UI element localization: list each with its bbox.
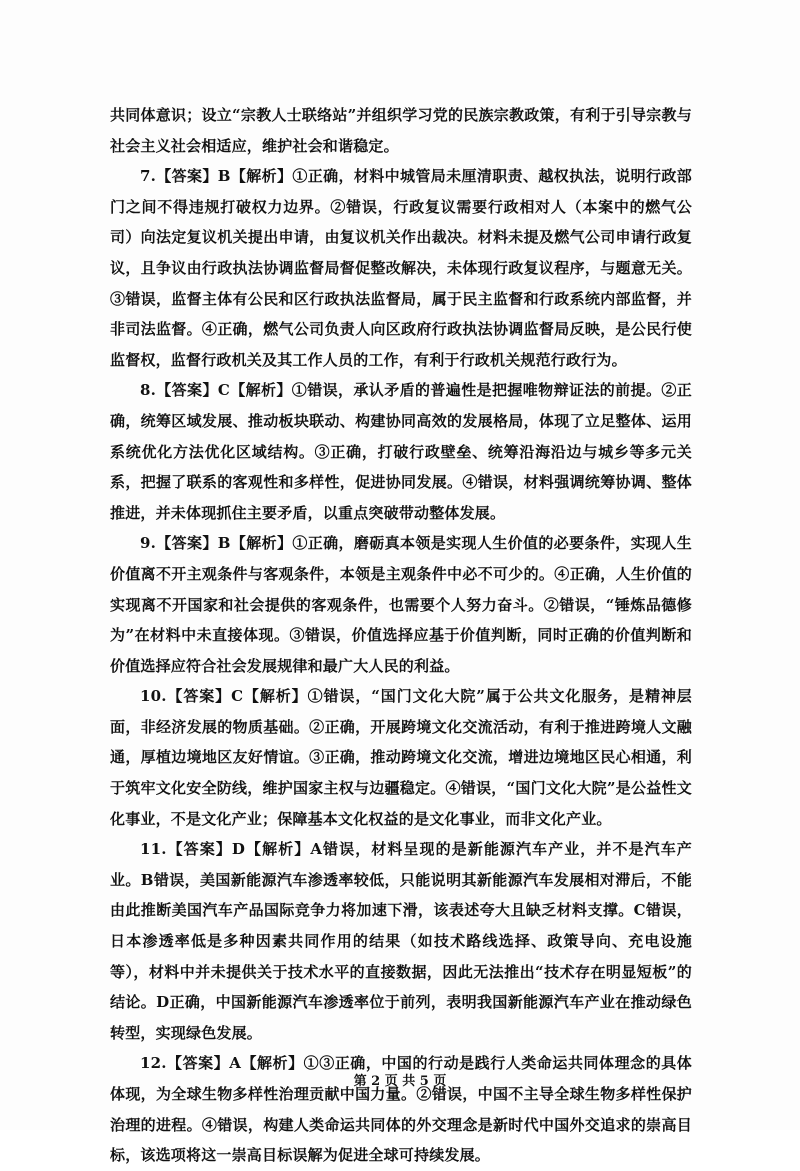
answer-tag: 【答案】C: [156, 381, 230, 400]
page-number-label: 第 2 页 共 5 页: [353, 1074, 447, 1089]
paragraph-text: A错误，材料呈现的是新能源汽车产业，并不是汽车产业。B错误，美国新能源汽车渗透率较低，只能说明其新能源汽车发展相对滞后，不能由此推断美国汽车产品国际竞争力将加速下滑，该表述夸大且缺乏材料支撑。C错误，日本渗透率低是多种因素共同作用的结果（如技术路线选择、政策导向、充电设施等），材料中并未提供关于技术水平的直接数据，因此无法推出“技术存在明显短板”的结论。D正确，中国新能源汽车渗透率位于前列，表明我国新能源汽车产业在推动绿色转型，实现绿色发展。: [110, 840, 692, 1042]
question-12-analysis: [110, 1048, 692, 1170]
analysis-tag: 【解析】: [245, 840, 311, 859]
paragraph-text: 共同体意识；设立“宗教人士联络站”并组织学习党的民族宗教政策，有利于引导宗教与社会主义社会相适应，维护社会和谐稳定。: [110, 106, 692, 155]
analysis-tag: 【解析】: [230, 534, 293, 553]
answer-analysis-body: [110, 100, 692, 1171]
page-footer: [0, 1070, 800, 1089]
analysis-tag: 【解析】: [230, 167, 293, 186]
analysis-tag: 【解析】: [230, 381, 292, 400]
answer-tag: 【答案】D: [166, 840, 246, 859]
question-9-analysis: [110, 528, 692, 681]
paragraph-text: ①正确，材料中城管局未厘清职责、越权执法，说明行政部门之间不得违规打破权力边界。②错误，行政复议需要行政相对人（本案中的燃气公司）向法定复议机关提出申请，由复议机关作出裁决。材料未提及燃气公司申请行政复议，且争议由行政执法协调监督局督促整改解决，未体现行政复议程序，与题意无关。③错误，监督主体有公民和区行政执法监督局，属于民主监督和行政系统内部监督，并非司法监督。④正确，燃气公司负责人向区政府行政执法协调监督局反映，是公民行使监督权，监督行政机关及其工作人员的工作，有利于行政机关规范行政行为。: [110, 167, 692, 369]
question-number: 8.: [140, 381, 157, 400]
continued-paragraph: [110, 100, 692, 161]
question-number: 9.: [140, 534, 157, 553]
question-number: 7.: [140, 167, 157, 186]
question-7-analysis: [110, 161, 692, 375]
answer-tag: 【答案】B: [156, 534, 231, 553]
answer-tag: 【答案】A: [166, 1054, 242, 1073]
question-8-analysis: [110, 375, 692, 528]
question-number: 10.: [140, 687, 167, 706]
question-number: 12.: [140, 1054, 167, 1073]
analysis-tag: 【解析】: [241, 1054, 304, 1073]
answer-tag: 【答案】C: [166, 687, 244, 706]
question-10-analysis: [110, 681, 692, 834]
analysis-tag: 【解析】: [243, 687, 308, 706]
paragraph-text: ①正确，磨砺真本领是实现人生价值的必要条件，实现人生价值离不开主观条件与客观条件，本领是主观条件中必不可少的。④正确，人生价值的实现离不开国家和社会提供的客观条件，也需要个人努力奋斗。②错误，“锤炼品德修为”在材料中未直接体现。③错误，价值选择应基于价值判断，同时正确的价值判断和价值选择应符合社会发展规律和最广大人民的利益。: [110, 534, 692, 675]
paragraph-text: ①错误，承认矛盾的普遍性是把握唯物辩证法的前提。②正确，统筹区域发展、推动板块联动、构建协同高效的发展格局，体现了立足整体、运用系统优化方法优化区域结构。③正确，打破行政壁垒、统筹沿海沿边与城乡等多元关系，把握了联系的客观性和多样性，促进协同发展。④错误，材料强调统筹协调、整体推进，并未体现抓住主要矛盾，以重点突破带动整体发展。: [110, 381, 692, 522]
question-number: 11.: [140, 840, 167, 859]
question-11-analysis: [110, 834, 692, 1048]
paragraph-text: ①③正确，中国的行动是践行人类命运共同体理念的具体体现，为全球生物多样性治理贡献中国力量。②错误，中国不主导全球生物多样性保护治理的进程。④错误，构建人类命运共同体的外交理念是新时代中国外交追求的崇高目标，该选项将这一崇高目标误解为促进全球可持续发展。: [110, 1054, 692, 1165]
paragraph-text: ①错误，“国门文化大院”属于公共文化服务，是精神层面，非经济发展的物质基础。②正确，开展跨境文化交流活动，有利于推进跨境人文融通，厚植边境地区友好情谊。③正确，推动跨境文化交流，增进边境地区民心相通，利于筑牢文化安全防线，维护国家主权与边疆稳定。④错误，“国门文化大院”是公益性文化事业，不是文化产业；保障基本文化权益的是文化事业，而非文化产业。: [110, 687, 692, 828]
answer-tag: 【答案】B: [156, 167, 231, 186]
